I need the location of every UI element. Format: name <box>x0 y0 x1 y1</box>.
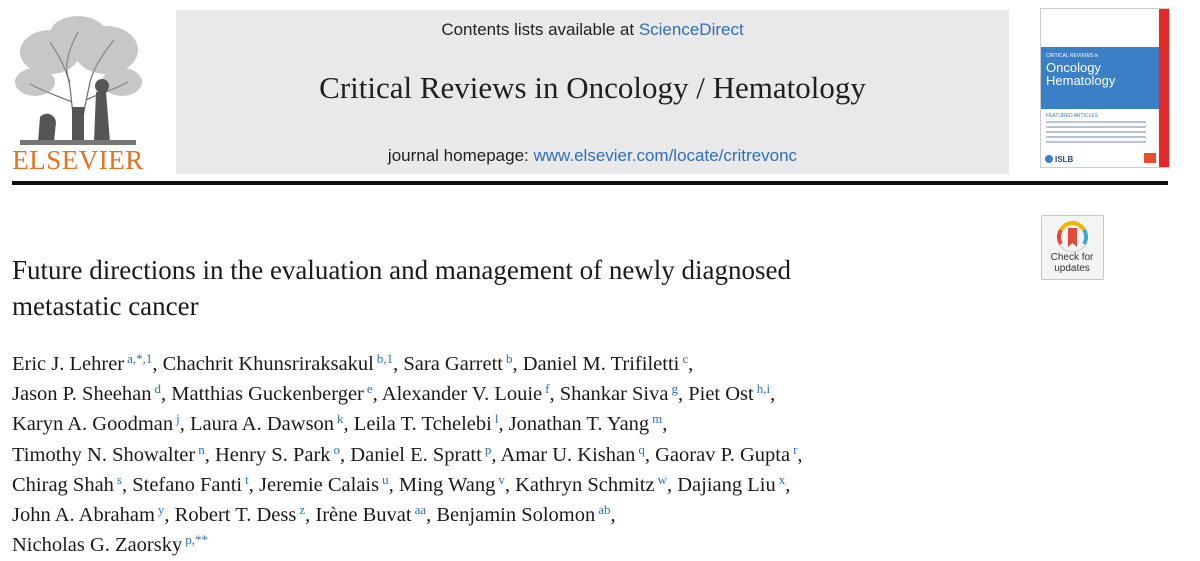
author-affiliation-marker[interactable]: p,** <box>185 532 208 548</box>
author-name-link[interactable]: Jeremie Calais <box>259 473 380 496</box>
author-entry <box>677 471 786 496</box>
journal-cover-thumbnail[interactable] <box>1040 8 1170 168</box>
author-name-link[interactable]: Leila T. Tchelebi <box>353 413 492 436</box>
author-name-link[interactable]: Karyn A. Goodman <box>12 413 174 436</box>
author-affiliation-marker[interactable]: w <box>657 471 667 487</box>
author-entry <box>12 534 208 556</box>
author-name-link[interactable]: Stefano Fanti <box>132 473 243 496</box>
sciencedirect-link[interactable]: ScienceDirect <box>638 20 744 39</box>
author-name-link[interactable]: Gaorav P. Gupta <box>655 443 791 466</box>
author-affiliation-marker[interactable]: t <box>245 471 249 487</box>
author-affiliation-marker[interactable]: q <box>638 441 645 457</box>
author-name-link[interactable]: Benjamin Solomon <box>436 504 596 527</box>
author-affiliation-marker[interactable]: z <box>299 502 306 518</box>
check-for-updates-label <box>1041 252 1103 274</box>
author-entry <box>688 383 770 405</box>
author-affiliation-marker[interactable]: ab <box>598 502 611 518</box>
author-affiliation-marker[interactable]: m <box>652 411 663 427</box>
author-entry <box>382 383 550 405</box>
journal-homepage-link[interactable]: www.elsevier.com/locate/critrevonc <box>533 146 798 165</box>
author-entry <box>214 441 341 466</box>
article-title-line1: Future directions in the evaluation and management of newly diagnosed <box>12 255 792 285</box>
author-entry <box>500 441 645 466</box>
author-entry <box>315 504 426 526</box>
contents-available-line <box>176 20 1009 40</box>
author-affiliation-marker[interactable]: v <box>498 471 505 487</box>
author-name-link[interactable]: Dajiang Liu <box>677 473 776 496</box>
author-affiliation-marker[interactable]: aa <box>414 502 427 518</box>
author-name-link[interactable]: Shankar Siva <box>559 383 669 406</box>
author-name-link[interactable]: Irène Buvat <box>315 504 412 527</box>
author-name-link[interactable]: Chirag Shah <box>12 473 114 496</box>
author-name-link[interactable]: Robert T. Dess <box>174 504 297 527</box>
author-entry <box>515 471 667 496</box>
author-affiliation-marker[interactable]: j <box>176 411 180 427</box>
author-entry <box>190 413 344 435</box>
author-affiliation-marker[interactable]: b <box>505 351 513 366</box>
author-entry <box>560 383 678 405</box>
cover-title-line1: Oncology <box>1046 60 1101 75</box>
author-affiliation-marker[interactable]: b,1 <box>376 351 394 366</box>
author-name-link[interactable]: Laura A. Dawson <box>190 413 335 436</box>
author-affiliation-marker[interactable]: c <box>682 351 689 366</box>
author-affiliation-marker[interactable]: r <box>793 441 798 457</box>
cover-elsevier-icon <box>1144 153 1156 163</box>
author-entry <box>354 413 499 435</box>
author-entry <box>259 471 389 496</box>
author-name-link[interactable]: Daniel M. Trifiletti <box>522 353 680 375</box>
author-entry <box>398 471 505 496</box>
homepage-prefix: journal homepage: <box>387 146 534 165</box>
author-affiliation-marker[interactable]: u <box>382 471 389 487</box>
author-entry <box>12 383 161 405</box>
check-for-updates-line2: updates <box>1054 263 1090 274</box>
author-name-link[interactable]: Jonathan T. Yang <box>508 413 650 436</box>
author-affiliation-marker[interactable]: o <box>333 441 341 457</box>
author-affiliation-marker[interactable]: k <box>337 411 344 427</box>
author-affiliation-marker[interactable]: x <box>778 471 786 487</box>
cover-text-lines <box>1046 121 1146 146</box>
author-name-link[interactable]: Chachrit Khunsriraksakul <box>162 353 374 375</box>
author-list: Eric J. Lehrer $^{a,*,1}$, Chachrit Khunsriraksakul $^{b,1}$, Sara Garrett $^b$, Daniel M. Trifiletti $^c$, Jason P. Sheehan $^d$, Matthias Guckenberger $^e$, Alexander V. Louie $^f$, Shankar Siva $^g$, Piet Ost $^{h,i}$, Karyn A. Goodman $^j$, Laura A. Dawson $^k$, Leila T. Tchelebi $^l$, Jonathan T. Yang $^m$, Timothy N. Showalter $^n$, Henry S. Park $^o$, Daniel E. Spratt $^p$, Amar U. Kishan $^q$, Gaorav P. Gupta $^r$, Chirag Shah $^s$, Stefano Fanti $^t$, Jeremie Calais $^u$, Ming Wang $^v$, Kathryn Schmitz $^w$, Dajiang Liu $^x$, John A. Abraham $^y$, Robert T. Dess $^z$, Irène Buvat $^{aa}$, Benjamin Solomon $^{ab}$, Nicholas G. Zaorsky $^{p,**}$ <box>12 351 803 557</box>
cover-title-line2: Hematology <box>1046 73 1116 88</box>
author-name-link[interactable]: Ming Wang <box>398 473 496 496</box>
cover-society-logo-icon <box>1045 155 1053 163</box>
author-affiliation-marker[interactable]: y <box>157 502 165 518</box>
author-name-link[interactable]: Jason P. Sheehan <box>12 383 152 406</box>
author-name-link[interactable]: Sara Garrett <box>403 353 503 375</box>
author-name-link[interactable]: Daniel E. Spratt <box>350 443 482 466</box>
author-name-link[interactable]: Nicholas G. Zaorsky <box>12 534 183 557</box>
author-name-link[interactable]: Piet Ost <box>688 383 754 406</box>
article-title-line2: metastatic cancer <box>12 291 199 321</box>
check-for-updates-line1: Check for <box>1050 252 1094 263</box>
author-affiliation-marker[interactable]: n <box>198 441 205 457</box>
author-affiliation-marker[interactable]: f <box>545 381 550 397</box>
author-name-link[interactable]: John A. Abraham <box>12 504 155 527</box>
author-name-link[interactable]: Eric J. Lehrer <box>12 353 125 375</box>
journal-homepage-line <box>176 146 1009 166</box>
author-entry <box>12 504 164 526</box>
contents-prefix: Contents lists available at <box>441 20 639 39</box>
cover-title <box>1046 61 1158 87</box>
cover-society-name: ISLB <box>1055 155 1074 164</box>
author-name-link[interactable]: Matthias Guckenberger <box>171 383 364 406</box>
author-entry <box>163 353 393 375</box>
author-entry <box>403 353 512 375</box>
author-entry <box>12 471 122 496</box>
author-entry <box>171 383 372 405</box>
author-entry <box>12 441 205 466</box>
author-entry <box>509 413 663 435</box>
author-affiliation-marker[interactable]: s <box>116 471 122 487</box>
cover-kicker: CRITICAL REVIEWS in <box>1046 53 1099 59</box>
author-affiliation-marker[interactable]: p <box>484 441 492 457</box>
author-affiliation-marker[interactable]: l <box>494 411 499 427</box>
author-entry <box>132 471 249 496</box>
cover-red-stripe <box>1159 9 1169 167</box>
author-entry <box>523 353 688 375</box>
author-affiliation-marker[interactable]: d <box>154 381 162 397</box>
author-entry <box>175 504 305 526</box>
author-entry <box>436 504 610 526</box>
author-entry <box>350 441 492 466</box>
author-affiliation-marker[interactable]: g <box>671 381 678 397</box>
author-entry <box>655 441 798 466</box>
author-entry <box>12 353 152 375</box>
header-divider <box>12 181 1168 185</box>
article-title <box>12 252 1012 324</box>
author-affiliation-marker[interactable]: h,i <box>756 381 771 397</box>
author-name-link[interactable]: Amar U. Kishan <box>500 443 636 466</box>
journal-title: Critical Reviews in Oncology / Hematology <box>319 70 866 105</box>
author-name-link[interactable]: Timothy N. Showalter <box>12 443 196 466</box>
author-affiliation-marker[interactable]: e <box>366 381 373 397</box>
cover-featured-label: FEATURED ARTICLES <box>1046 113 1099 119</box>
author-name-link[interactable]: Alexander V. Louie <box>381 383 543 406</box>
elsevier-wordmark: ELSEVIER <box>12 145 144 175</box>
author-affiliation-marker[interactable]: a,*,1 <box>127 351 153 366</box>
author-name-link[interactable]: Henry S. Park <box>214 443 331 466</box>
author-entry <box>12 413 180 435</box>
author-name-link[interactable]: Kathryn Schmitz <box>515 473 655 496</box>
